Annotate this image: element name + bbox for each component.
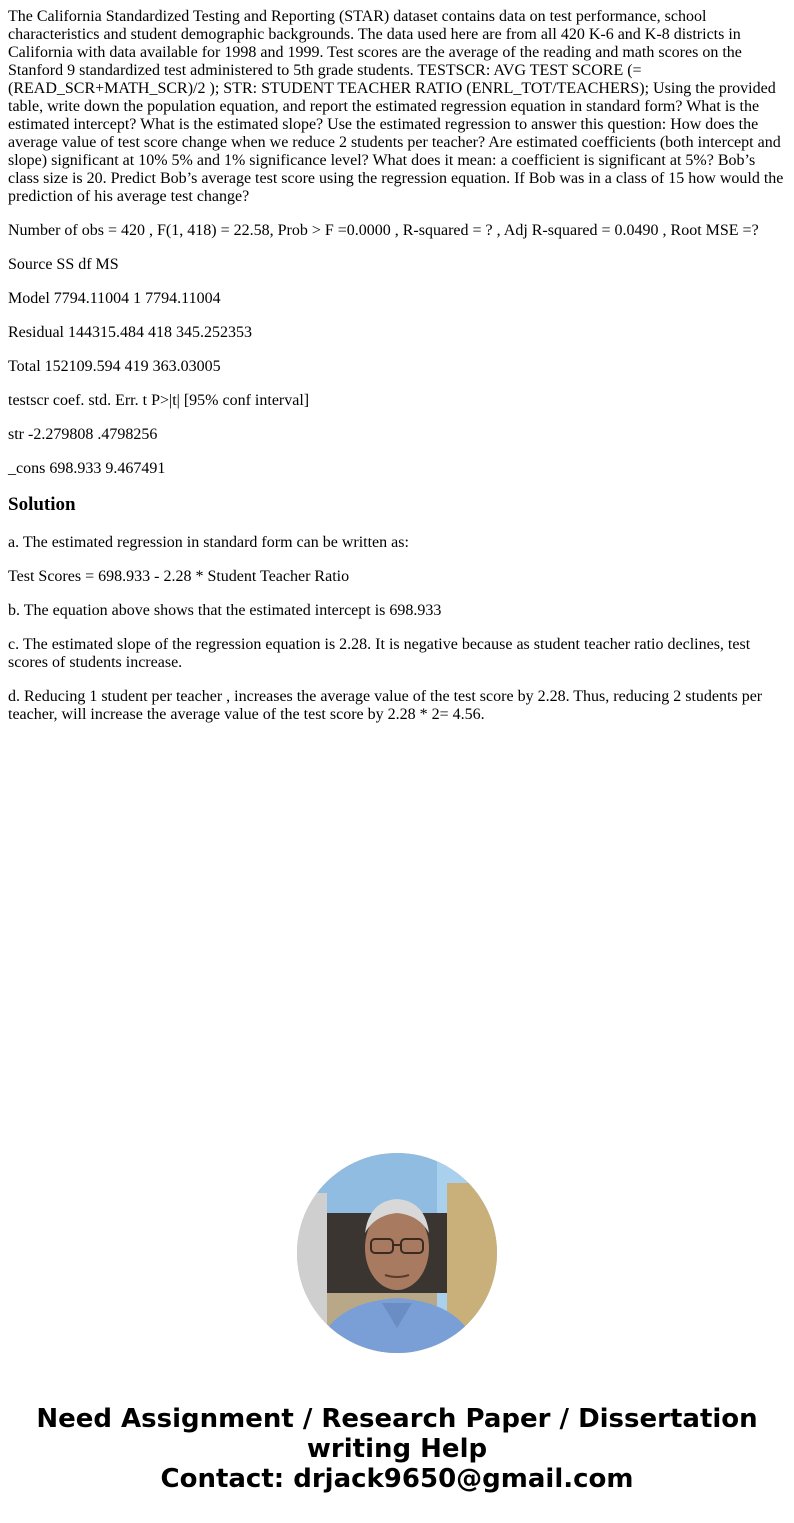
anova-total-row: Total 152109.594 419 363.03005 [8,358,221,375]
coef-cons-row: _cons 698.933 9.467491 [8,460,166,477]
coef-header: testscr coef. std. Err. t P>|t| [95% conf interval] [8,392,310,409]
regression-stats-line: Number of obs = 420 , F(1, 418) = 22.58, Prob > F =0.0000 , R-squared = ? , Adj R-squared = 0.0490 , Root MSE =? [8,222,759,239]
avatar-portrait-icon [297,1153,497,1353]
solution-part-a: a. The estimated regression in standard form can be written as: [8,534,409,551]
document-body [0,0,794,724]
solution-part-c: c. The estimated slope of the regression equation is 2.28. It is negative because as student teacher ratio declines, test scores of students increase. [8,636,751,671]
solution-equation: Test Scores = 698.933 - 2.28 * Student Teacher Ratio [8,568,350,585]
footer-banner [0,1404,794,1494]
anova-model-row: Model 7794.11004 1 7794.11004 [8,290,221,307]
coef-str-row: str -2.279808 .4798256 [8,426,158,443]
solution-part-b: b. The equation above shows that the estimated intercept is 698.933 [8,602,442,619]
solution-part-d: d. Reducing 1 student per teacher , increases the average value of the test score by 2.28. Thus, reducing 2 students per teacher, will increase the average value of the test score by 2.28 * 2= 4.56. [8,688,763,723]
question-intro: The California Standardized Testing and Reporting (STAR) dataset contains data on test performance, school characteristics and student demographic backgrounds. The data used here are from all 420 K-6 and K-8 districts in California with data available for 1998 and 1999. Test scores are the average of the reading and math scores on the Stanford 9 standardized test administered to 5th grade students. TESTSCR: AVG TEST SCORE (= (READ_SCR+MATH_SCR)/2 ); STR: STUDENT TEACHER RATIO (ENRL_TOT/TEACHERS); Using the provided table, write down the population equation, and report the estimated regression equation in standard form? What is the estimated intercept? What is the estimated slope? Use the estimated regression to answer this question: How does the average value of test score change when we reduce 2 students per teacher? Are estimated coefficients (both intercept and slope) significant at 10% 5% and 1% significance level? What does it mean: a coefficient is significant at 5%? Bob’s class size is 20. Predict Bob’s average test score using the regression equation. If Bob was in a class of 15 how would the prediction of his average test change? [8,8,784,205]
footer-contact: Contact: drjack9650@gmail.com [160,1464,634,1494]
anova-residual-row: Residual 144315.484 418 345.252353 [8,324,252,341]
footer-line-1: Need Assignment / Research Paper / Dissertation [36,1404,758,1434]
footer-line-2: writing Help [306,1434,488,1464]
anova-header: Source SS df MS [8,256,119,273]
solution-heading: Solution [8,494,76,515]
avatar [297,1153,497,1353]
